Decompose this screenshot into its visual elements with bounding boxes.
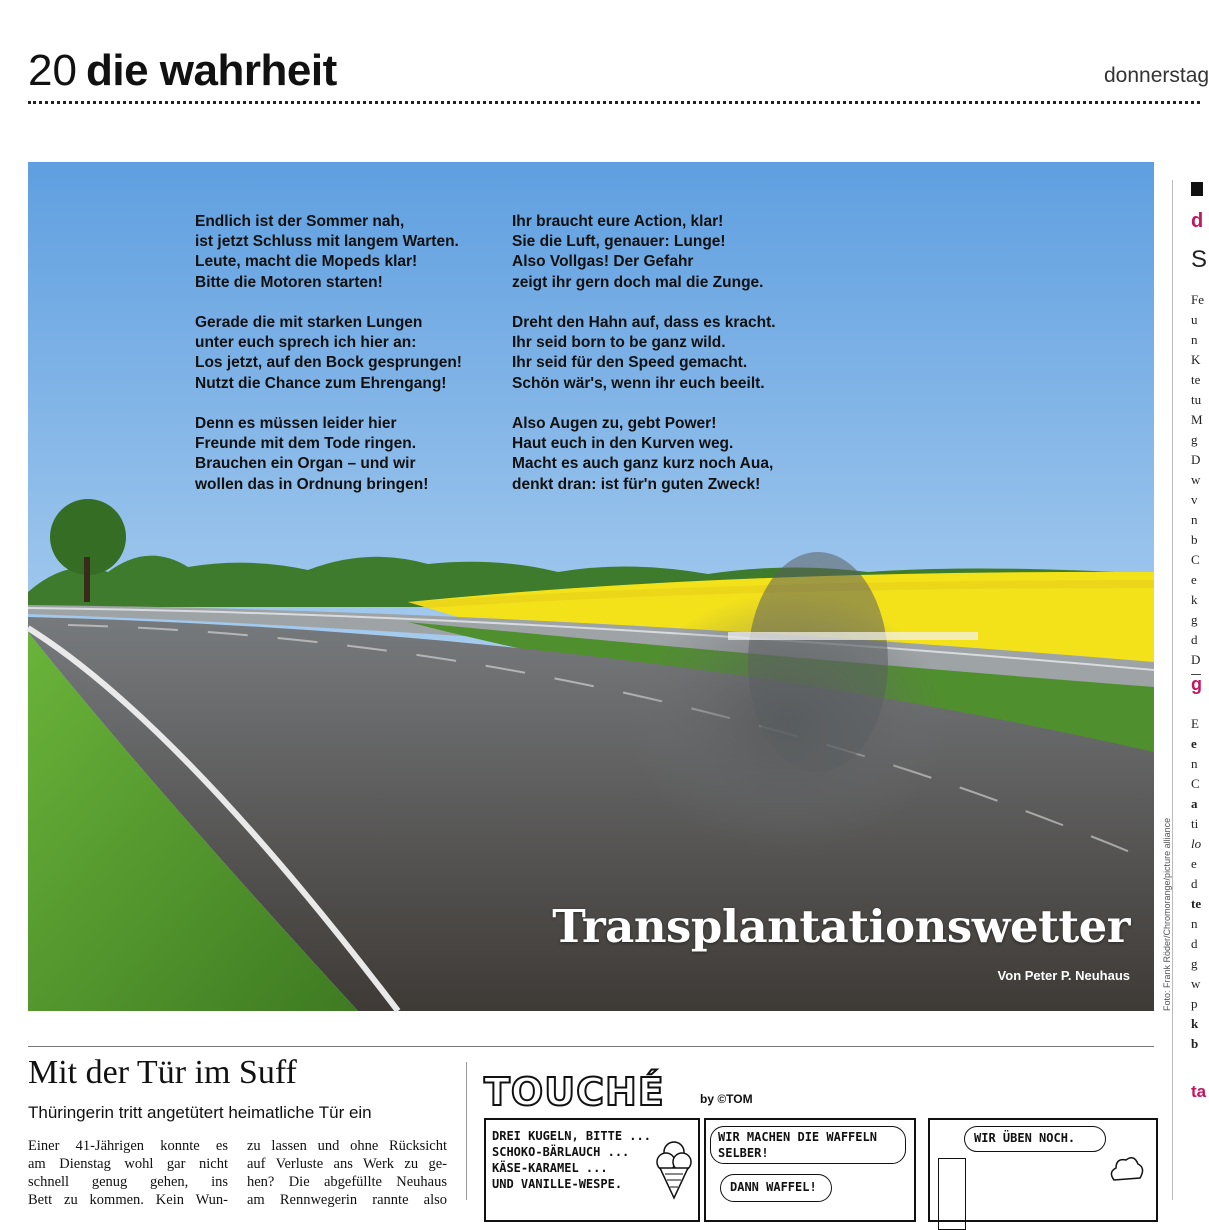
column-fragment: a	[1191, 796, 1198, 811]
column-fragment: n	[1191, 332, 1198, 347]
issue-date: donnerstag	[1104, 64, 1209, 87]
speech-line: SCHOKO-BÄRLAUCH ...	[492, 1145, 630, 1159]
column-fragment: w	[1191, 472, 1201, 487]
poem-line: Macht es auch ganz kurz noch Aua,	[512, 455, 774, 473]
column-fragment: S	[1191, 246, 1208, 273]
section-divider	[28, 1046, 1154, 1047]
poem-stanza	[512, 414, 776, 495]
poem-line: Ihr seid born to be ganz wild.	[512, 334, 726, 352]
news-column-1	[28, 1137, 228, 1209]
poem-line: Los jetzt, auf den Bock gesprungen!	[195, 354, 462, 372]
poem-stanza	[512, 313, 776, 394]
column-fragment: e	[1191, 856, 1197, 871]
news-headline: Mit der Tür im Suff	[28, 1054, 297, 1091]
column-fragment: k	[1191, 1016, 1199, 1031]
poem-line: Denn es müssen leider hier	[195, 415, 397, 432]
column-fragment: lo	[1191, 836, 1202, 851]
speech-bubble	[492, 1128, 651, 1192]
column-fragment: ti	[1191, 816, 1199, 831]
column-fragment: e	[1191, 736, 1197, 751]
article-headline: Transplantationswetter	[552, 900, 1130, 953]
poem-line: wollen das in Ordnung bringen!	[195, 475, 429, 493]
column-fragment: D	[1191, 652, 1201, 667]
column-fragment: E	[1191, 716, 1199, 731]
speech-line: UND VANILLE-WESPE.	[492, 1177, 623, 1191]
text-line: schnell genug gehen, ins	[28, 1174, 228, 1190]
comic-panel-3	[928, 1118, 1158, 1222]
column-fragment: b	[1191, 1036, 1199, 1051]
text-line: zu lassen und ohne Rücksicht	[247, 1138, 447, 1154]
poem-line: Also Vollgas! Der Gefahr	[512, 253, 694, 271]
column-fragment: w	[1191, 976, 1201, 991]
poem-stanza	[195, 313, 462, 394]
speech-text: WIR ÜBEN NOCH.	[974, 1131, 1076, 1145]
poem-line: Leute, macht die Mopeds klar!	[195, 253, 418, 271]
poem-line: Dreht den Hahn auf, dass es kracht.	[512, 314, 776, 331]
speech-line: DREI KUGELN, BITTE ...	[492, 1129, 651, 1143]
column-fragment: d	[1191, 936, 1198, 951]
column-fragment: ta	[1191, 1082, 1207, 1101]
text-line: am Rennwegerin rannte also	[247, 1192, 447, 1208]
poem-line: ist jetzt Schluss mit langem Warten.	[195, 233, 459, 251]
column-fragment: n	[1191, 756, 1198, 771]
text-line: Einer 41-Jährigen konnte es	[28, 1138, 228, 1154]
column-fragment: C	[1191, 776, 1200, 791]
poem-line: Freunde mit dem Tode ringen.	[195, 435, 417, 453]
photo-credit: Foto: Frank Röder/Chromorange/picture alliance	[1162, 817, 1172, 1011]
column-fragment: u	[1191, 312, 1198, 327]
section-title: die wahrheit	[86, 46, 337, 95]
poem-line: zeigt ihr gern doch mal die Zunge.	[512, 273, 764, 291]
poem-line: Ihr seid für den Speed gemacht.	[512, 354, 748, 372]
column-fragment: n	[1191, 512, 1198, 527]
speech-text: DANN WAFFEL!	[730, 1180, 817, 1194]
article-byline: Von Peter P. Neuhaus	[997, 968, 1130, 983]
poem-line: Gerade die mit starken Lungen	[195, 314, 423, 331]
poem-line: denkt dran: ist für'n guten Zweck!	[512, 475, 761, 493]
poem-stanza	[512, 212, 776, 293]
text-line: am Dienstag wohl gar nicht	[28, 1156, 228, 1172]
poem-line: Sie die Luft, genauer: Lunge!	[512, 233, 726, 251]
column-fragment: v	[1191, 492, 1198, 507]
text-line: Bett zu kommen. Kein Wun-	[28, 1192, 228, 1208]
poem-line: Bitte die Motoren starten!	[195, 273, 383, 291]
speech-text	[718, 1129, 877, 1161]
page-header	[28, 46, 1209, 106]
column-marker	[1191, 182, 1203, 196]
header-divider	[28, 101, 1200, 104]
column-fragment: tu	[1191, 392, 1202, 407]
comic-author: by ©TOM	[700, 1092, 753, 1106]
poem-line: Haut euch in den Kurven weg.	[512, 435, 734, 453]
column-fragment: K	[1191, 352, 1201, 367]
poem-line: unter euch sprech ich hier an:	[195, 334, 417, 352]
column-fragment: te	[1191, 896, 1202, 911]
column-fragment: p	[1191, 996, 1198, 1011]
column-fragment: M	[1191, 412, 1203, 427]
column-fragment: Fe	[1191, 292, 1204, 307]
column-fragment: g	[1191, 432, 1198, 447]
door-drawing	[938, 1158, 966, 1230]
news-column-2	[247, 1137, 447, 1209]
poem-right-column	[512, 212, 776, 515]
speech-line: SELBER!	[718, 1146, 769, 1160]
column-fragment: g	[1191, 674, 1202, 694]
text-line: auf Verluste ans Werk zu ge-	[247, 1156, 447, 1172]
comic-panel-2	[704, 1118, 916, 1222]
poem-line: Also Augen zu, gebt Power!	[512, 415, 717, 432]
text-line: hen? Die abgefüllte Neuhaus	[247, 1174, 447, 1190]
column-fragment: d	[1191, 210, 1204, 232]
poem-line: Endlich ist der Sommer nah,	[195, 213, 405, 230]
poem-line: Schön wär's, wenn ihr euch beeilt.	[512, 374, 765, 392]
poem-stanza	[195, 212, 462, 293]
column-fragment: b	[1191, 532, 1198, 547]
poem-left-column	[195, 212, 462, 515]
poem-line: Ihr braucht eure Action, klar!	[512, 213, 724, 230]
column-fragment: k	[1191, 592, 1198, 607]
column-fragment: te	[1191, 372, 1201, 387]
column-fragment: e	[1191, 572, 1197, 587]
column-fragment: C	[1191, 552, 1200, 567]
poem-stanza	[195, 414, 462, 495]
column-fragment: g	[1191, 956, 1198, 971]
poem-line: Nutzt die Chance zum Ehrengang!	[195, 374, 447, 392]
lead-photo	[28, 162, 1154, 1011]
smoke-cloud-icon	[1106, 1150, 1146, 1190]
poem-line: Brauchen ein Organ – und wir	[195, 455, 416, 473]
comic-panel-1	[484, 1118, 700, 1222]
comic-strip	[484, 1060, 1154, 1200]
page-number: 20	[28, 46, 77, 95]
column-fragment: d	[1191, 876, 1198, 891]
adjacent-column-clipped	[1172, 180, 1208, 1200]
column-fragment: g	[1191, 612, 1198, 627]
column-divider	[466, 1062, 467, 1200]
column-fragment: D	[1191, 452, 1201, 467]
column-fragment: n	[1191, 916, 1198, 931]
news-subheadline: Thüringerin tritt angetütert heimatliche Tür ein	[28, 1103, 372, 1122]
speech-line: WIR MACHEN DIE WAFFELN	[718, 1130, 877, 1144]
column-fragment: d	[1191, 632, 1198, 647]
ice-cream-icon	[656, 1140, 692, 1200]
speech-line: KÄSE-KARAMEL ...	[492, 1161, 608, 1175]
comic-title: TOUCHÉ	[484, 1070, 665, 1114]
